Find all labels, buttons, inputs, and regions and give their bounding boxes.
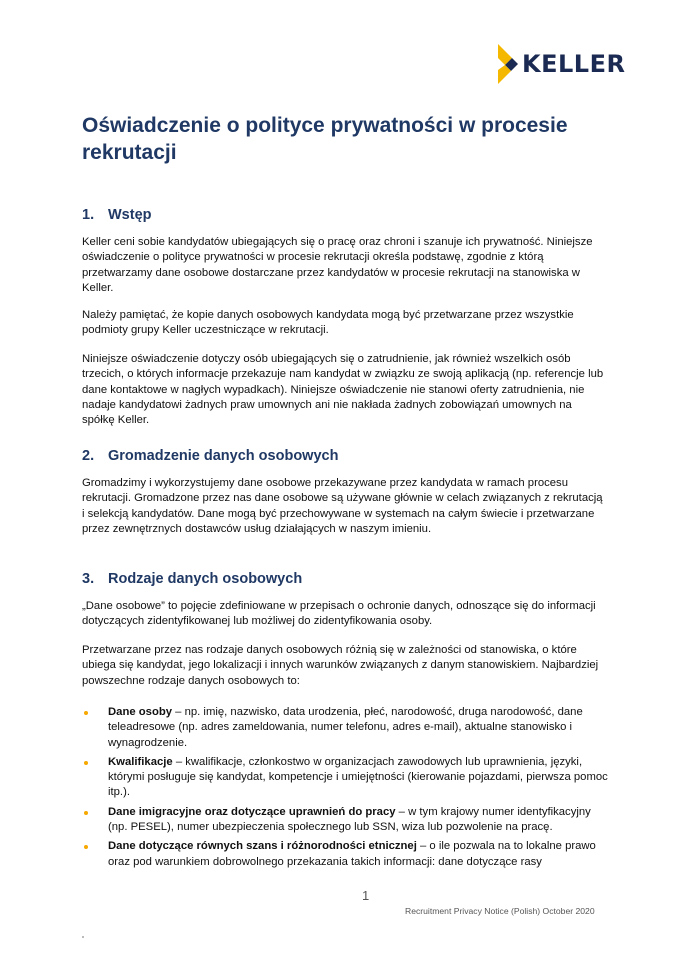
bullet-text: – w tym krajowy numer identyfikacyjny (np. PESEL), numer ubezpieczenia społecznego lub SSN, wiza lub pozwolenie na pracę. bbox=[108, 805, 591, 834]
keller-logo-text: KELLER bbox=[522, 50, 626, 78]
footer-text: Recruitment Privacy Notice (Polish) October 2020 bbox=[405, 906, 595, 916]
bullet-term: Kwalifikacje bbox=[108, 755, 173, 768]
section-number: 3. bbox=[82, 571, 95, 587]
section-title: Rodzaje danych osobowych bbox=[108, 571, 303, 587]
paragraph: Gromadzimy i wykorzystujemy dane osobowe przekazywane przez kandydata w ramach procesu rekrutacji. Gromadzone przez nas dane osobowe są używane głównie w celach związanych z rekrutacją i selekcją kandydatów. Dane mogą być przechowywane w systemach na całym świecie i przetwarzane przez zewnętrznych dostawców usług działających w naszym imieniu. bbox=[82, 477, 603, 535]
list-item bbox=[82, 755, 612, 801]
paragraph: Należy pamiętać, że kopie danych osobowych kandydata mogą być przetwarzane przez wszystkie podmioty grupy Keller uczestniczące w rekrutacji. bbox=[82, 309, 574, 337]
bullet-text: – kwalifikacje, członkostwo w organizacjach zawodowych lub uprawnienia, języki, którymi posługuje się kandydat, kompetencje i umiejętności (kierowanie pojazdami, pierwsza pomoc itp.). bbox=[108, 755, 608, 799]
section-heading-data-types bbox=[82, 570, 302, 588]
page-number: 1 bbox=[362, 888, 370, 903]
section-number: 2. bbox=[82, 448, 95, 464]
bullet-icon bbox=[84, 845, 88, 849]
section-heading-intro bbox=[82, 206, 152, 224]
bullet-icon bbox=[84, 761, 88, 765]
bullet-icon bbox=[84, 811, 88, 815]
paragraph: Przetwarzane przez nas rodzaje danych osobowych różnią się w zależności od stanowiska, o które ubiega się kandydat, jego lokalizacji i innych warunków związanych z danym stanowiskiem. Najbardziej powszechne rodzaje danych osobowych to: bbox=[82, 644, 599, 687]
paragraph: „Dane osobowe” to pojęcie zdefiniowane w przepisach o ochronie danych, odnoszące się do informacji dotyczących zidentyfikowanej lub możliwej do zidentyfikowania osoby. bbox=[82, 600, 596, 628]
keller-logo-mark-icon bbox=[496, 44, 518, 84]
scan-speck bbox=[82, 936, 84, 938]
bullet-term: Dane dotyczące równych szans i różnorodności etnicznej bbox=[108, 840, 417, 853]
paragraph: Keller ceni sobie kandydatów ubiegających się o pracę oraz chroni i szanuje ich prywatność. Niniejsze oświadczenie o polityce prywatności w procesie rekrutacji określa podstawę, zgodnie z którą przetwarzamy dane osobowe dostarczane przez kandydatów w procesie rekrutacji na stanowiska w Keller. bbox=[82, 236, 593, 294]
section-title: Gromadzenie danych osobowych bbox=[108, 448, 339, 464]
list-item bbox=[82, 839, 612, 870]
bullet-term: Dane imigracyjne oraz dotyczące uprawnień do pracy bbox=[108, 805, 396, 818]
bullet-icon bbox=[84, 711, 88, 715]
section-number: 1. bbox=[82, 207, 95, 223]
bullet-text: – o ile pozwala na to lokalne prawo oraz pod warunkiem dobrowolnego przekazania takich informacji: dane dotyczące rasy bbox=[108, 840, 596, 868]
section-title: Wstęp bbox=[108, 207, 152, 223]
document-title: Oświadczenie o polityce prywatności w procesie rekrutacji bbox=[82, 114, 568, 164]
keller-logo bbox=[496, 44, 625, 84]
bullet-term: Dane osoby bbox=[108, 706, 173, 718]
list-item bbox=[82, 705, 612, 751]
section-heading-data-collection bbox=[82, 447, 338, 465]
paragraph: Niniejsze oświadczenie dotyczy osób ubiegających się o zatrudnienie, jak również wszelkich osób trzecich, o których informacje przekazuje nam kandydat w związku ze swoją aplikacją (np. referencje lub dane kontaktowe w nagłych wypadkach). Niniejsze oświadczenie nie stanowi oferty zatrudnienia, nie nadaje kandydatowi żadnych praw umownych ani nie nakłada żadnych zobowiązań umownych na spółkę Keller. bbox=[82, 353, 604, 427]
bullet-text: – np. imię, nazwisko, data urodzenia, płeć, narodowość, druga narodowość, dane teleadresowe (np. adres zameldowania, numer telefonu, adres e-mail), aktualne stanowisko i wynagrodzenie. bbox=[108, 706, 583, 749]
data-types-list bbox=[82, 705, 612, 874]
list-item bbox=[82, 805, 612, 836]
